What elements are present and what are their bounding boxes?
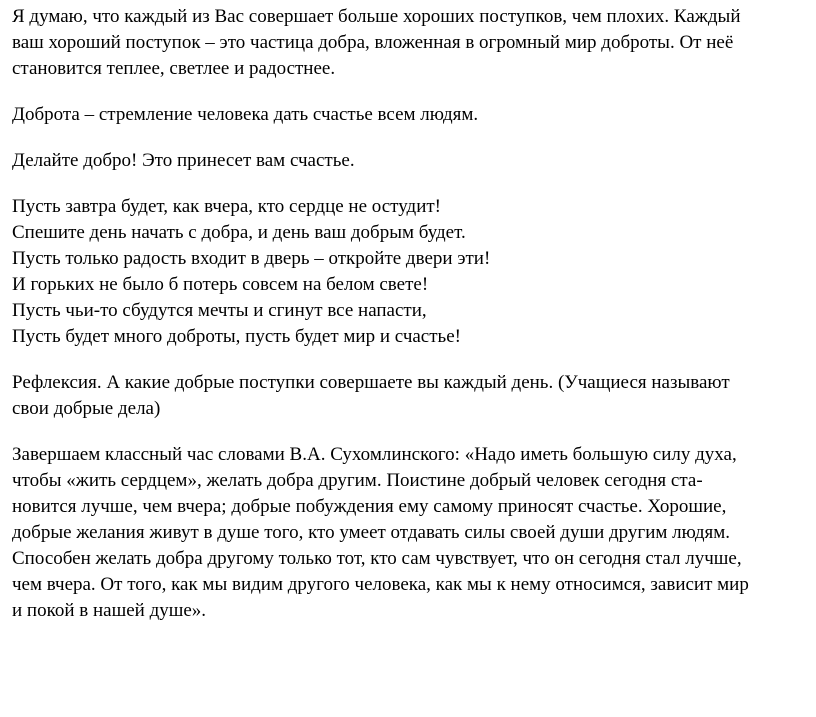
text-line: добрые желания живут в душе того, кто умеет отдавать силы своей души другим людям. <box>12 522 731 543</box>
text-line: ваш хороший поступок – это частица добра, вложенная в огромный мир доброты. От неё <box>12 32 734 53</box>
text-line: становится теплее, светлее и радостнее. <box>12 58 336 79</box>
text-line: свои добрые дела) <box>12 398 161 419</box>
paragraph-intro <box>12 4 816 82</box>
text-line: Делайте добро! Это принесет вам счастье. <box>12 150 355 171</box>
paragraph-reflection <box>12 370 816 422</box>
poem-line: Пусть чьи-то сбудутся мечты и сгинут все напасти, <box>12 300 427 321</box>
paragraph-do-good <box>12 148 816 174</box>
text-line: Рефлексия. А какие добрые поступки совершаете вы каждый день. (Учащиеся называют <box>12 372 730 393</box>
text-line: Доброта – стремление человека дать счастье всем людям. <box>12 104 479 125</box>
text-line: Завершаем классный час словами В.А. Сухомлинского: «Надо иметь большую силу духа, <box>12 444 737 465</box>
text-line: и покой в нашей душе». <box>12 600 207 621</box>
document-body <box>12 4 816 644</box>
poem <box>12 194 816 350</box>
poem-line: Спешите день начать с добра, и день ваш добрым будет. <box>12 222 466 243</box>
text-line: чтобы «жить сердцем», желать добра другим. Поистине добрый человек сегодня ста- <box>12 470 703 491</box>
poem-line: Пусть только радость входит в дверь – откройте двери эти! <box>12 248 491 269</box>
text-line: чем вчера. От того, как мы видим другого человека, как мы к нему относимся, зависит мир <box>12 574 749 595</box>
poem-line: Пусть будет много доброты, пусть будет мир и счастье! <box>12 326 461 347</box>
paragraph-conclusion-quote <box>12 442 816 624</box>
text-line: новится лучше, чем вчера; добрые побуждения ему самому приносят счастье. Хорошие, <box>12 496 727 517</box>
poem-line: И горьких не было б потерь совсем на белом свете! <box>12 274 429 295</box>
text-line: Я думаю, что каждый из Вас совершает больше хороших поступков, чем плохих. Каждый <box>12 6 741 27</box>
paragraph-kindness-definition <box>12 102 816 128</box>
poem-line: Пусть завтра будет, как вчера, кто сердце не остудит! <box>12 196 442 217</box>
text-line: Способен желать добра другому только тот, кто сам чувствует, что он сегодня стал лучше, <box>12 548 742 569</box>
